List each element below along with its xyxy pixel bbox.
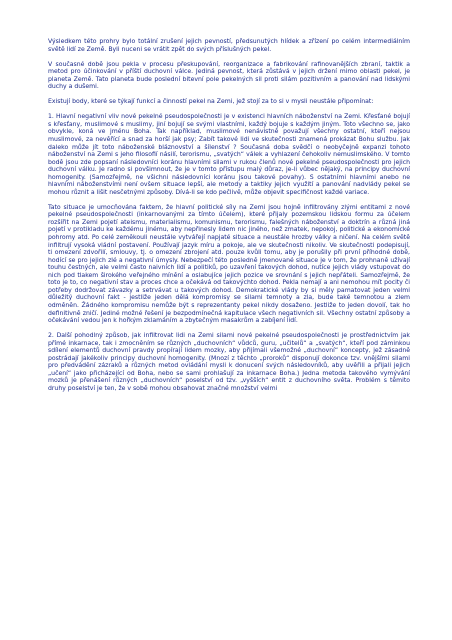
paragraph-6: 2. Další pohodlný způsob, jak infiltrovat lidi na Zemi silami nové pekelné pseudospolečnosti je prostřednictvím jak přímé inkarnace, tak i zmocněním se různých „duchovních“ vůdců, guru, „učitelů“ a „svatých“, kteří pod záminkou sdílení elementů duchovní pravdy propírají lidem mozky, aby přijímali všemožné „duchovní“ koncepty, jež zásadně postrádají jakékoliv principy duchovní homogenity. (Mnozí z těchto „proroků“ disponují dokonce tzv. vnějšími silami pro předvádění zázraků a různých metod ovládání mysli k donucení svých následovníků, aby uvěřili a přijali jejich „učení“ jako přicházející od Boha, nebo se sami prohlašují za inkarnace Boha.) Jedna metoda takového vymývání mozků je přenášení různých „duchovních“ poselství od tzv. „vyšších“ entit z duchovního světa. Problém s těmito druhy poselství je ten, že v sobě mohou obsahovat značné množství velmi <box>48 332 410 392</box>
paragraph-1: Výsledkem této prohry bylo totální zrušení jejich pevností, předsunutých hlídek a zřízení po celém intermediálním světě lidí ze Země. Byli nuceni se vrátit zpět do svých příslušných pekel. <box>48 38 410 53</box>
paragraph-2: V současné době jsou pekla v procesu přeskupování, reorganizace a fabrikování rafinovanějších zbraní, taktik a metod pro účinkování v příští duchovní válce. Jediná pevnost, která zůstává v jejich držení mimo oblasti pekel, je planeta Země. Tato planeta bude poslední bitevní pole pekelných sil proti silám pozitivním a panování nad lidskými duchy a dušemi. <box>48 60 410 91</box>
document-page <box>48 38 410 392</box>
paragraph-4: 1. Hlavní negativní vliv nové pekelné pseudospolečnosti je v existenci hlavních náboženství na Zemi. Křesťané bojují s křesťany, muslimové s muslimy, jiní bojují se svými vlastními, každý bojuje s každým jiným. Toto všechno se, jako obvykle, koná ve jménu Boha. Tak například, muslimové nenávistně považují všechny ostatní, kteří nejsou muslimové, za nevěřící a snad za horší jak psy; Zabít takové lidi ve skutečnosti znamená prokázat Bohu službu. Jak daleko může jít toto náboženské bláznovství a šílenství ? Současná doba svědčí o neobyčejně expanzi tohoto náboženství na Zemi s jeho filosofií násilí, terorismu, „svatých“ válek a vyhlazení čehokoliv nemuslimského. V tomto bodě jsou zde popsaní následovníci koránu hlavními silami v rukou členů nové pekelné pseudospolečnosti pro jejich duchovní válku. Je radno si povšimnout, že je v tomto přístupu malý důraz, je-li vůbec nějaký, na principy duchovní homogenity. (Samozřejmě, ne všichni následovníci koránu jsou takové povahy). S ostatními hlavními anebo ne hlavními náboženstvími není ovšem situace lepší, ale metody a taktiky jejich využití a panování nadvlády pekel se mohou různit a lišit nesčetnými způsoby. Dívá-li se kdo pečlivě, může objevit specifičnost každé variace. <box>48 113 410 196</box>
paragraph-3: Existují body, které se týkají funkcí a činností pekel na Zemi, jež stojí za to si v mysli neustále připomínat: <box>48 98 374 106</box>
paragraph-5: Tato situace je umocňována faktem, že hlavní politické síly na Zemi jsou hojně infiltrovány zlými entitami z nové pekelné pseudospolečnosti (inkarnovanými za tímto účelem), které přijaly pozemskou lidskou formu za účelem rozšířit na Zemi pojetí ateismu, materialismu, komunismu, terorismu, falešných náboženství a doktrín a různá jiná pojetí v protikladu ke každému jinému, aby nepřinesly lidem nic jiného, než zmatek, nepokoj, politické a ekonomické pohromy atd. Po celé zeměkouli neustále vytvářejí napjaté situace a neustále hrozby války a ničení. Na celém světě infiltrují vysoká vládní postavení. Používají jazyk míru a pokoje, ale ve skutečnosti nikoliv. Ve skutečnosti podepisují, ti omezení zdvořilí, smlouvy, tj. o omezení zbrojení atd. pouze kvůli tomu, aby je porušily při první příhodné době, hodící se pro jejich zlé a negativní úmysly. Nebezpečí této posledně jmenované situace je v tom, že prohnaně užívají touhu čestných, ale velmi často naivních lidí a politiků, po uzavření takových dohod, nutíce jejich vlády vstupovat do nich pod tlakem širokého veřejného mínění a oslabujíce jejich pozice ve srovnání s jejich nepřáteli. Samozřejmě, že toto je to, co negativní stav a proces chce a očekává od takovýchto dohod. Pekla nemají a ani nemohou mít pocity či potřeby dodržovat závazky a setrvávat u takových dohod. Demokratické vlády by si měly pamatovat jeden velmi důležitý duchovní fakt - jestliže jeden dělá kompromisy se silami temnoty a zla, bude také temnotou a zlem odměněn. Žádného kompromisu nemůže být s reprezentanty pekel nikdy dosaženo. Jestliže to jeden dovolí, tak ho definitivně zničí. Jediné možné řešení je bezpodmínečná kapitulace všech negativních sil. Všechny ostatní způsoby a očekávání vedou jen k hořkým zklamáním a zbytečným masakrům a zabíjení lidí. <box>48 203 410 325</box>
